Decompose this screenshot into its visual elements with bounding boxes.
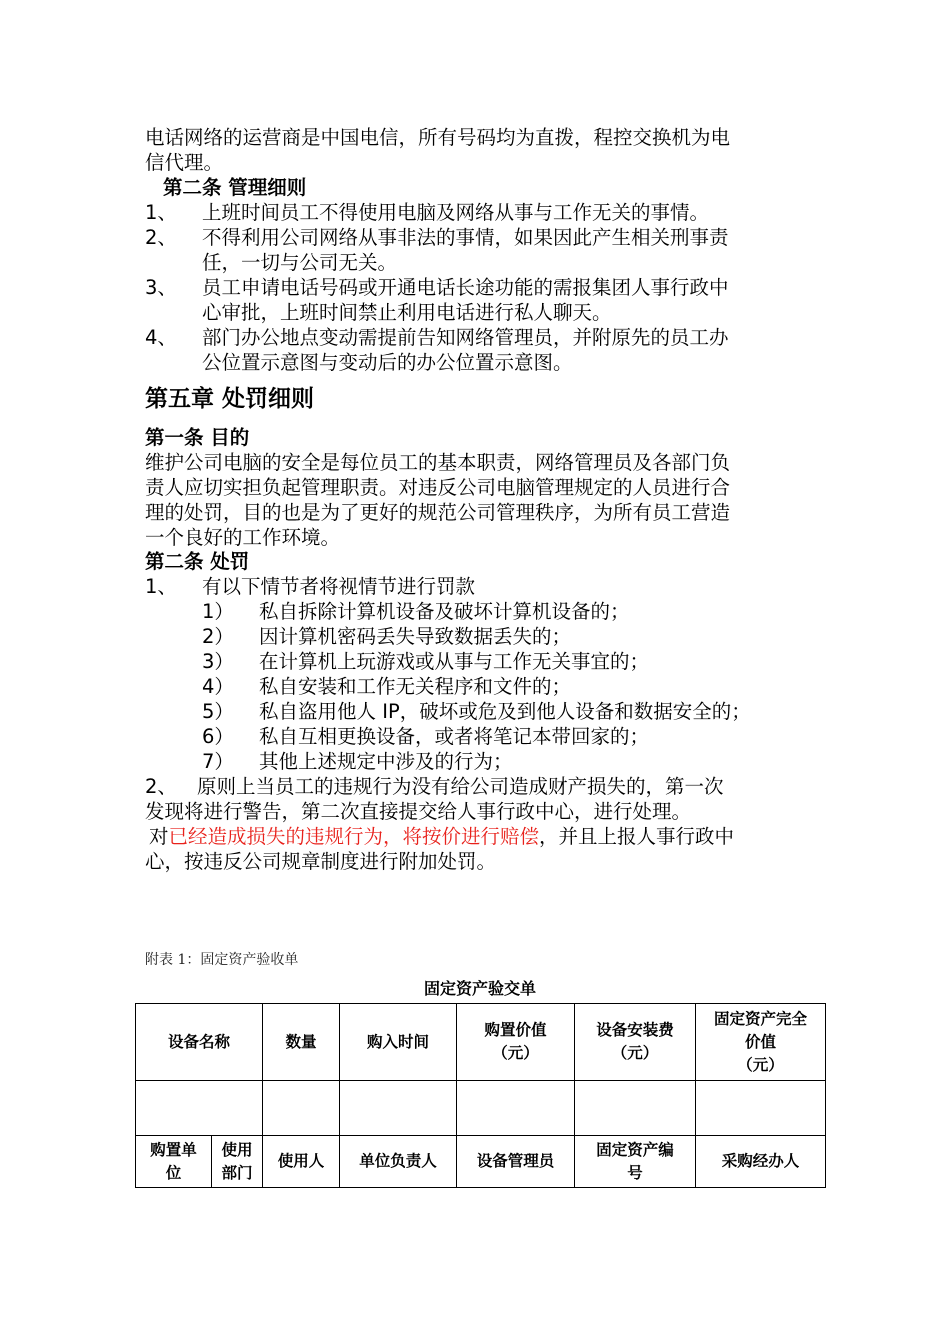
item-number: 3、 bbox=[145, 276, 177, 299]
sub-item-number: 7） bbox=[202, 750, 234, 773]
sub-item-text: 私自安装和工作无关程序和文件的； bbox=[259, 675, 572, 698]
sub-item-text: 私自盗用他人 IP，破坏或危及到他人设备和数据安全的； bbox=[259, 700, 751, 723]
table-signoff-row bbox=[136, 1136, 826, 1188]
header-cell-quantity: 数量 bbox=[263, 1004, 340, 1081]
item-text: 不得利用公司网络从事非法的事情，如果因此产生相关刑事责 bbox=[202, 226, 729, 249]
asset-acceptance-table bbox=[135, 1003, 826, 1188]
compensation-line bbox=[149, 824, 734, 849]
blank-cell bbox=[263, 1081, 340, 1136]
item-text: 上班时间员工不得使用电脑及网络从事与工作无关的事情。 bbox=[202, 201, 710, 224]
item-number: 1、 bbox=[145, 201, 177, 224]
sub-item-number: 6） bbox=[202, 725, 234, 748]
purpose-line: 一个良好的工作环境。 bbox=[145, 526, 341, 549]
cell-equipment-manager: 设备管理员 bbox=[457, 1136, 575, 1188]
intro-line-2: 信代理。 bbox=[145, 151, 224, 174]
cell-using-department: 使用 部门 bbox=[212, 1136, 263, 1188]
compensation-line-2: 心，按违反公司规章制度进行附加处罚。 bbox=[145, 850, 497, 873]
item-number: 2、 bbox=[145, 226, 177, 249]
sub-item-text: 私自拆除计算机设备及破坏计算机设备的； bbox=[259, 600, 630, 623]
cell-unit-head: 单位负责人 bbox=[340, 1136, 457, 1188]
blank-cell bbox=[696, 1081, 826, 1136]
sub-item-text: 在计算机上玩游戏或从事与工作无关事宜的； bbox=[259, 650, 650, 673]
article2-management-title: 第二条 管理细则 bbox=[163, 176, 307, 199]
purpose-line: 理的处罚，目的也是为了更好的规范公司管理秩序，为所有员工营造 bbox=[145, 501, 731, 524]
intro-line-1: 电话网络的运营商是中国电信，所有号码均为直拨，程控交换机为电 bbox=[145, 126, 731, 149]
sub-item-number: 2） bbox=[202, 625, 234, 648]
article1-purpose-title: 第一条 目的 bbox=[145, 426, 250, 449]
blank-cell bbox=[575, 1081, 696, 1136]
sub-item-number: 5） bbox=[202, 700, 234, 723]
cell-purchasing-unit: 购置单 位 bbox=[136, 1136, 212, 1188]
blank-cell bbox=[340, 1081, 457, 1136]
penalty-item-text: 发现将进行警告，第二次直接提交给人事行政中心，进行处理。 bbox=[145, 800, 692, 823]
header-cell-purchase-time: 购入时间 bbox=[340, 1004, 457, 1081]
blank-cell bbox=[457, 1081, 575, 1136]
item-number: 4、 bbox=[145, 326, 177, 349]
sub-item-text: 因计算机密码丢失导致数据丢失的； bbox=[259, 625, 572, 648]
header-cell-full-value: 固定资产完全 价值 （元） bbox=[696, 1004, 826, 1081]
sub-item-text: 私自互相更换设备，或者将笔记本带回家的； bbox=[259, 725, 650, 748]
penalty-item-text: 原则上当员工的违规行为没有给公司造成财产损失的，第一次 bbox=[197, 775, 724, 798]
penalty-item-text: 有以下情节者将视情节进行罚款 bbox=[202, 575, 476, 598]
item-text: 心审批，上班时间禁止利用电话进行私人聊天。 bbox=[202, 301, 612, 324]
sub-item-number: 3） bbox=[202, 650, 234, 673]
table-header-row bbox=[136, 1004, 826, 1081]
table-title: 固定资产验交单 bbox=[423, 979, 536, 998]
sub-item-text: 其他上述规定中涉及的行为； bbox=[259, 750, 513, 773]
cell-procurement-agent: 采购经办人 bbox=[696, 1136, 826, 1188]
sub-item-number: 4） bbox=[202, 675, 234, 698]
compensation-suffix: ，并且上报人事行政中 bbox=[539, 825, 735, 848]
penalty-item-number: 2、 bbox=[145, 775, 177, 798]
sub-item-number: 1） bbox=[202, 600, 234, 623]
appendix-caption: 附表 1：固定资产验收单 bbox=[145, 952, 299, 968]
cell-user: 使用人 bbox=[263, 1136, 340, 1188]
purpose-line: 维护公司电脑的安全是每位员工的基本职责，网络管理员及各部门负 bbox=[145, 451, 731, 474]
header-cell-purchase-value: 购置价值 （元） bbox=[457, 1004, 575, 1081]
header-cell-install-fee: 设备安装费 （元） bbox=[575, 1004, 696, 1081]
item-text: 部门办公地点变动需提前告知网络管理员，并附原先的员工办 bbox=[202, 326, 729, 349]
compensation-prefix: 对 bbox=[149, 825, 169, 848]
cell-asset-number: 固定资产编 号 bbox=[575, 1136, 696, 1188]
item-text: 公位置示意图与变动后的办公位置示意图。 bbox=[202, 351, 573, 374]
chapter-title: 第五章 处罚细则 bbox=[145, 386, 315, 412]
compensation-highlight: 已经造成损失的违规行为，将按价进行赔偿 bbox=[168, 825, 540, 848]
article2-penalty-title: 第二条 处罚 bbox=[145, 550, 250, 573]
header-cell-device-name: 设备名称 bbox=[136, 1004, 263, 1081]
table-blank-row bbox=[136, 1081, 826, 1136]
item-text: 员工申请电话号码或开通电话长途功能的需报集团人事行政中 bbox=[202, 276, 729, 299]
blank-cell bbox=[136, 1081, 263, 1136]
purpose-line: 责人应切实担负起管理职责。对违反公司电脑管理规定的人员进行合 bbox=[145, 476, 731, 499]
item-text: 任，一切与公司无关。 bbox=[202, 251, 398, 274]
penalty-item-number: 1、 bbox=[145, 575, 177, 598]
